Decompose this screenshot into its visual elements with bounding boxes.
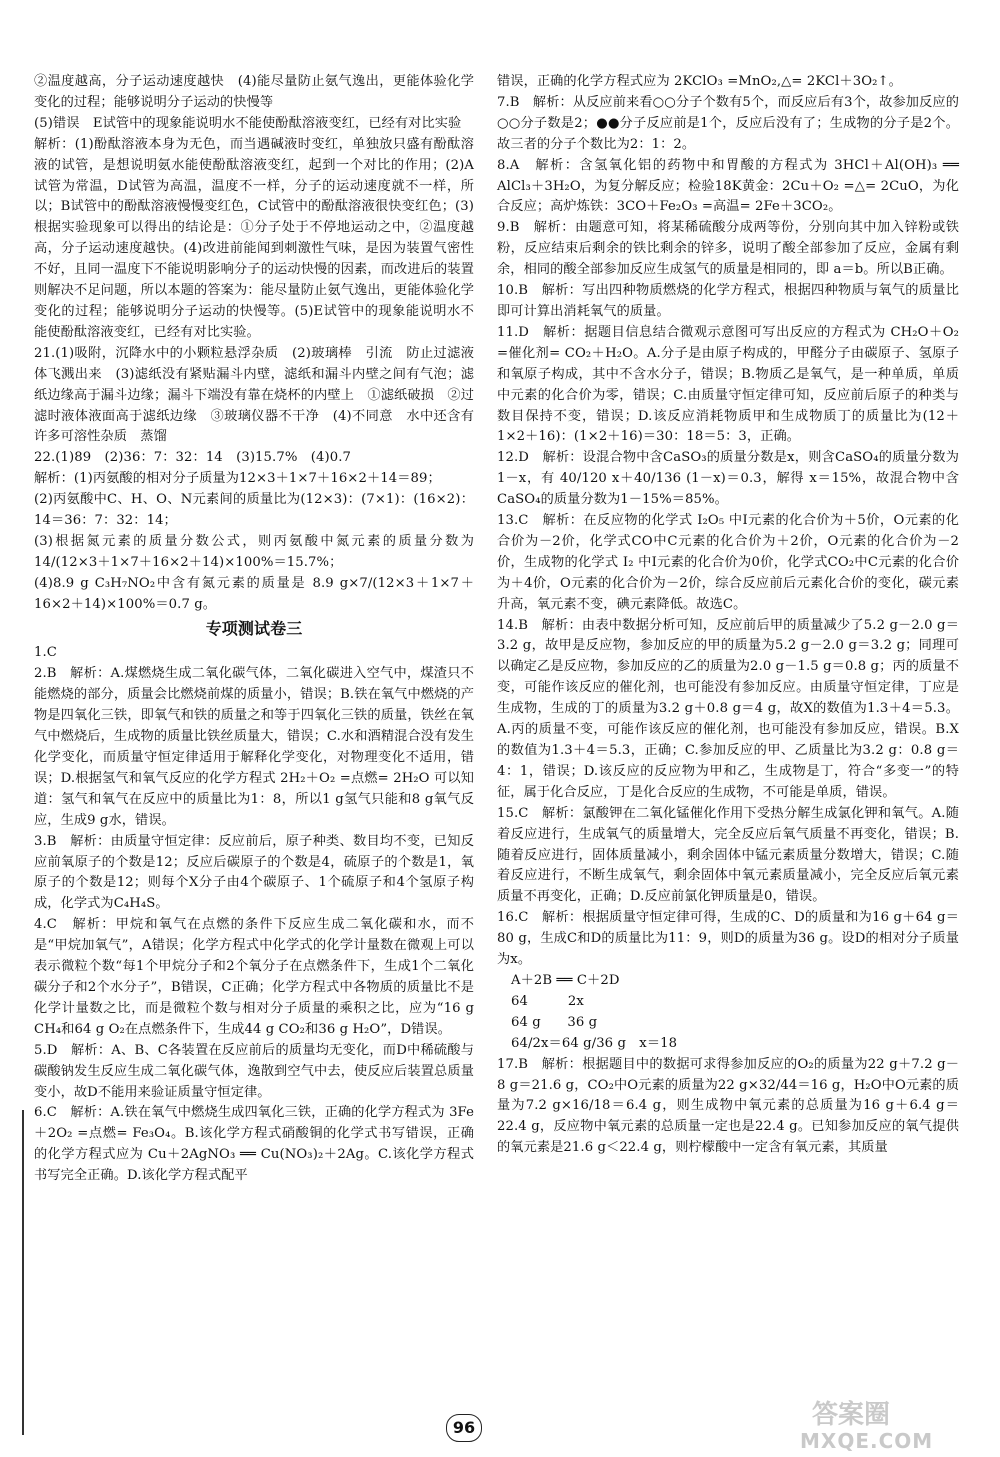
paragraph: (5)错误 E试管中的现象能说明水不能使酚酞溶液变红，已经有对比实验 [34,115,462,131]
question-4: 4.C 解析：甲烷和氧气在点燃的条件下反应生成二氧化碳和水，而不是“甲烷加氧气”，A错误；化学方程式中化学式的化学计量数在微观上可以表示微粒个数“每1个甲烷分子和2个氧分子在点燃条件下，生成1个二氧化碳分子和2个水分子”，B错误，C正确；化学方程式中各物质的质量比不是化学计量数之比，而是微粒个数与相对分子质量的乘积之比，应为“16 g CH₄和64 g O₂在点燃条件下，生成44 g CO₂和36 g H₂O”，D错误。 [34,917,474,1037]
question-6: 6.C 解析：A.铁在氧气中燃烧生成四氧化三铁，正确的化学方程式为 3Fe＋2O₂ =点燃= Fe₃O₄。B.该化学方程式硝酸铜的化学式书写错误，正确的化学方程式应为 Cu＋2AgNO₃ ══ Cu(NO₃)₂＋2Ag。C.该化学方程式书写完全正确。D.该化学方程式配平 [34,1105,474,1184]
right-column [497,72,959,1159]
watermark-line1: 答案圈 [812,1400,891,1430]
equation-line: 64/2x＝64 g/36 g x＝18 [511,1035,678,1051]
watermark-line2: MXQE.COM [800,1429,934,1453]
question-1: 1.C [34,645,57,661]
equation-line: A＋2B ══ C＋2D [511,972,620,988]
question-2: 2.B 解析：A.煤燃烧生成二氧化碳气体，二氧化碳进入空气中，煤渣只不能燃烧的部分，质量会比燃烧前煤的质量小，错误；B.铁在氧气中燃烧的产物是四氧化三铁，即氧气和铁的质量之和等于四氧化三铁的质量，铁丝在氧气中燃烧后，生成物的质量比铁丝质量大，错误；C.水和酒精混合没有发生化学变化，而质量守恒定律适用于解释化学变化，对物理变化不适用，错误；D.根据氢气和氧气反应的化学方程式 2H₂＋O₂ =点燃= 2H₂O 可以知道：氢气和氧气在反应中的质量比为1：8，所以1 g氢气只能和8 g氧气反应，生成9 g水，错误。 [34,666,474,828]
equation-line: 64 2x [511,993,584,1009]
question-17: 17.B 解析：根据题目中的数据可求得参加反应的O₂的质量为22 g＋7.2 g－8 g＝21.6 g，CO₂中O元素的质量为22 g×32/44＝16 g，H₂O中O元素的质量为7.2 g×16/18＝6.4 g，则生成物中氧元素的总质量为16 g＋6.4 g＝22.4 g，反应物中氧元素的总质量一定也是22.4 g。已知参加反应的氧气提供的氧元素是21.6 g＜22.4 g，则柠檬酸中一定含有氧元素，其质量 [497,1056,960,1156]
paragraph: (3)根据氮元素的质量分数公式，则丙氨酸中氮元素的质量分数为 14/(12×3＋1×7＋16×2＋14)×100%＝15.7%； [34,533,474,570]
paragraph: (4)8.9 g C₃H₇NO₂中含有氮元素的质量是 8.9 g×7/(12×3＋1×7＋16×2＋14)×100%＝0.7 g。 [34,575,474,612]
left-column [34,72,474,1187]
watermark-logo [800,1400,996,1454]
question-13: 13.C 解析：在反应物的化学式 I₂O₅ 中I元素的化合价为＋5价，O元素的化合价为－2价，化学式CO中C元素的化合价为＋2价，O元素的化合价为－2价，生成物的化学式 I₂ 中I元素的化合价为0价，化学式CO₂中C元素的化合价为＋4价，O元素的化合价为－2价，综合反应前后元素化合价的变化，碳元素升高，氧元素不变，碘元素降低。故选C。 [497,513,959,612]
question-22: 22.(1)89 (2)36：7：32：14 (3)15.7% (4)0.7 [34,450,351,466]
paragraph: 错误，正确的化学方程式应为 2KClO₃ =MnO₂,△= 2KCl＋3O₂↑。 [497,74,902,89]
question-3: 3.B 解析：由质量守恒定律：反应前后，原子种类、数目均不变，已知反应前氧原子的个数是12；反应后碳原子的个数是4，硫原子的个数是1，氧原子的个数是12；则每个X分子由4个碳原子、1个硫原子和4个氢原子构成，化学式为C₄H₄S。 [34,833,474,912]
paragraph: (2)丙氨酸中C、H、O、N元素间的质量比为(12×3)：(7×1)：(16×2)：14＝36：7：32：14； [34,492,474,529]
section-heading: 专项测试卷三 [205,618,303,638]
question-14: 14.B 解析：由表中数据分析可知，反应前后甲的质量减少了5.2 g－2.0 g＝3.2 g，故甲是反应物，参加反应的甲的质量为5.2 g－2.0 g＝3.2 g；同理可以确定乙是反应物，参加反应的乙的质量为2.0 g－1.5 g＝0.8 g；丙的质量不变，可能作该反应的催化剂，也可能没有参加反应。由质量守恒定律，丁应是生成物，生成的丁的质量为3.2 g＋0.8 g＝4 g，故X的数值为1.3＋4＝5.3。A.丙的质量不变，可能作该反应的催化剂，也可能没有参加反应，错误。B.X的数值为1.3＋4＝5.3，正确；C.参加反应的甲、乙质量比为3.2 g：0.8 g＝4：1，错误；D.该反应的反应物为甲和乙，生成物是丁，符合“多变一”的特征，属于化合反应，丁是化合反应的生成物，不可能是单质，错误。 [497,617,959,800]
page-number: 96 [446,1414,482,1442]
paragraph: ②温度越高，分子运动速度越快 (4)能尽量防止氨气逸出，更能体验化学变化的过程；能够说明分子运动的快慢等 [34,74,474,110]
question-7: 7.B 解析：从反应前来看○○分子个数有5个，而反应后有3个，故参加反应的○○分子数是2；●●分子反应前是1个，反应后没有了；生成物的分子是2个。故三者的分子个数比为2：1：2。 [497,94,959,152]
paragraph: 解析：(1)丙氨酸的相对分子质量为12×3＋1×7＋16×2＋14＝89； [34,471,441,487]
question-8: 8.A 解析：含氢氧化铝的药物中和胃酸的方程式为 3HCl＋Al(OH)₃ ══ AlCl₃＋3H₂O，为复分解反应；检验18K黄金：2Cu＋O₂ =△= 2CuO，为化合反应；高炉炼铁：3CO＋Fe₂O₃ =高温= 2Fe＋3CO₂。 [497,157,959,215]
question-16: 16.C 解析：根据质量守恒定律可得，生成的C、D的质量和为16 g＋64 g＝80 g，生成C和D的质量比为11：9，则D的质量为36 g。设D的相对分子质量为x。 [497,910,959,968]
question-15: 15.C 解析：氯酸钾在二氧化锰催化作用下受热分解生成氯化钾和氧气。A.随着反应进行，生成氧气的质量增大，完全反应后氧气质量不再变化，错误；B.随着反应进行，固体质量减小，剩余固体中锰元素质量分数增大，错误；C.随着反应进行，不断生成氧气，剩余固体中氧元素质量减小，完全反应后氧元素质量不再变化，正确；D.反应前氯化钾质量是0，错误。 [497,805,959,905]
question-12: 12.D 解析：设混合物中含CaSO₃的质量分数是x，则含CaSO₄的质量分数为1－x，有 40/120 x＋40/136 (1－x)＝0.3，解得 x＝15%，故混合物中含CaSO₄的质量分数为1－15%＝85%。 [497,450,959,508]
question-9: 9.B 解析：由题意可知，将某稀硫酸分成两等份，分别向其中加入锌粉或铁粉，反应结束后剩余的铁比剩余的锌多，说明了酸全部参加了反应，金属有剩余，相同的酸全部参加反应生成氢气的质量是相同的，即 a＝b。所以B正确。 [497,220,959,278]
margin-rule [22,1110,24,1435]
equation-line: 64 g 36 g [511,1014,598,1030]
paragraph: 解析：(1)酚酞溶液本身为无色，而当遇碱液时变红，单独放只盛有酚酞溶液的试管，是想说明氨水能使酚酞溶液变红，起到一个对比的作用；(2)A试管为常温，D试管为高温，温度不一样，分子的运动速度就不一样，所以；B试管中的酚酞溶液慢慢变红色，C试管中的酚酞溶液很快变红色；(3)根据实验现象可以得出的结论是：①分子处于不停地运动之中，②温度越高，分子运动速度越快。(4)改进前能闻到刺激性气味，是因为装置气密性不好，且同一温度下不能说明影响分子的运动快慢的因素，而改进后的装置则解决不足问题，所以本题的答案为：能尽量防止氨气逸出，更能体验化学变化的过程；能够说明分子运动的快慢等。(5)E试管中的现象能说明水不能使酚酞溶液变红，已经有对比实验。 [34,136,474,340]
question-11: 11.D 解析：据题目信息结合微观示意图可写出反应的方程式为 CH₂O＋O₂ =催化剂= CO₂＋H₂O。A.分子是由原子构成的，甲醛分子由碳原子、氢原子和氧原子构成，其中不含水分子，错误；B.物质乙是氧气，是一种单质，单质中元素的化合价为零，错误；C.由质量守恒定律可知，反应前后原子的种类与数目保持不变，错误；D.该反应消耗物质甲和生成物质丁的质量比为(12＋1×2＋16)：(1×2＋16)＝30：18＝5：3，正确。 [497,324,959,445]
question-21: 21.(1)吸附，沉降水中的小颗粒悬浮杂质 (2)玻璃棒 引流 防止过滤液体飞溅出来 (3)滤纸没有紧贴漏斗内壁，滤纸和漏斗内壁之间有气泡；滤纸边缘高于漏斗边缘；漏斗下端没有靠在烧杯的内壁上 ①滤纸破损 ②过滤时液体液面高于滤纸边缘 ③玻璃仪器不干净 (4)不同意 水中还含有许多可溶性杂质 蒸馏 [34,345,474,445]
question-5: 5.D 解析：A、B、C各装置在反应前后的质量均无变化，而D中稀硫酸与碳酸钠发生反应生成二氧化碳气体，逸散到空气中去，使反应后装置总质量变小，故D不能用来验证质量守恒定律。 [34,1042,474,1100]
question-10: 10.B 解析：写出四种物质燃烧的化学方程式，根据四种物质与氧气的质量比即可计算出消耗氧气的质量。 [497,283,959,319]
